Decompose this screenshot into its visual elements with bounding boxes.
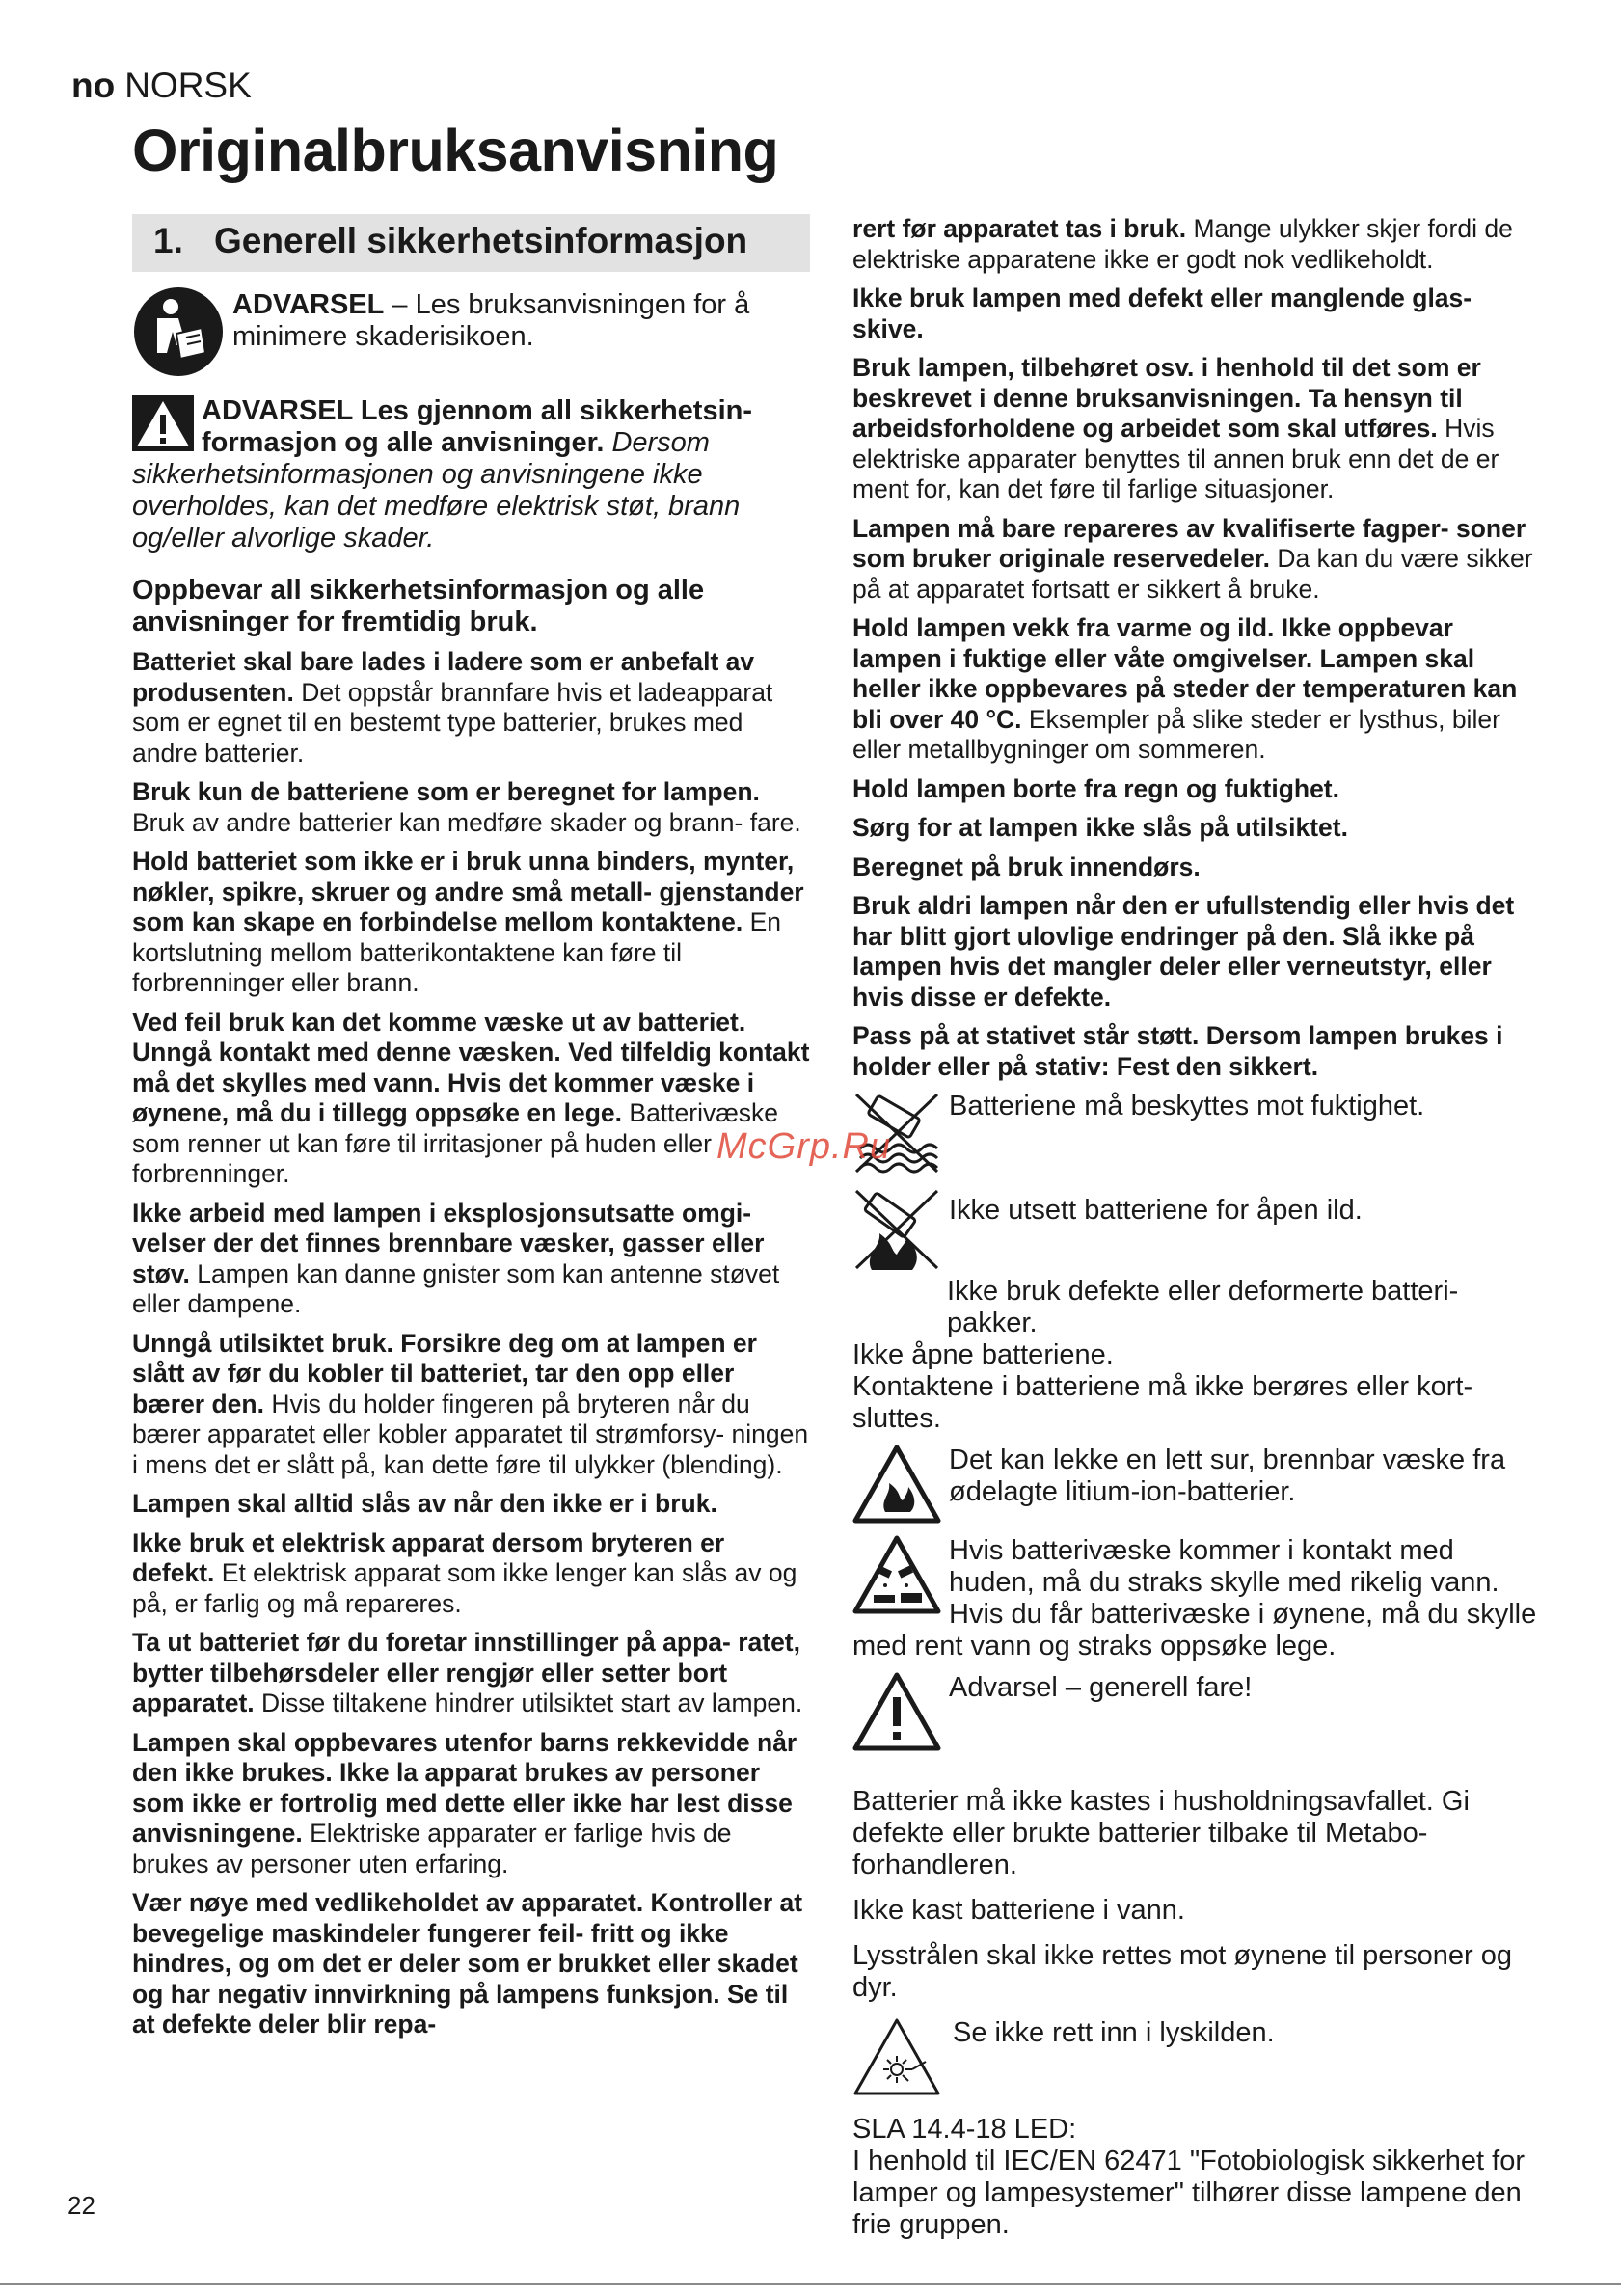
safety-paragraph	[852, 852, 1539, 883]
safety-paragraph-text: Elektriske apparater er farlige hvis de brukes av personer uten erfaring.	[132, 1819, 732, 1878]
safety-paragraph-text: Det oppstår brannfare hvis et ladeapparat som er egnet til en bestemt type batterier, brukes med andre batterier.	[132, 677, 773, 768]
safety-paragraph-bold: Vær nøye med vedlikeholdet av apparatet. Kontroller at bevegelige maskindeler fungerer feil- fritt og ikke hindres, og om det er deler som er brukket eller skadet og har negativ innvirkning på lampens funksjon. Se til at defekte deler blir repa-	[132, 1888, 803, 2039]
safety-paragraph	[852, 514, 1539, 606]
safety-paragraph	[132, 647, 810, 769]
standard-text: I henhold til IEC/EN 62471 "Fotobiologisk sikkerhet for lamper og lampesystemer" tilhører disse lampene den frie gruppen.	[852, 2146, 1525, 2240]
safety-paragraph-bold: Ta ut batteriet før du foretar innstillinger på appa- ratet, bytter tilbehørsdeler eller rengjør eller setter bort apparatet.	[132, 1628, 800, 1717]
safety-paragraph	[852, 774, 1539, 805]
water-text: Ikke kast batteriene i vann.	[852, 1895, 1185, 1926]
safety-paragraph-bold: Batteriet skal bare lades i ladere som er anbefalt av produsenten.	[132, 647, 755, 707]
keep-instructions-text: Oppbevar all sikkerhetsinformasjon og alle anvisninger for fremtidig bruk.	[132, 575, 705, 637]
corrosive-icon	[852, 1535, 941, 1614]
safety-paragraph-bold: Hold batteriet som ikke er i bruk unna binders, mynter, nøkler, spikre, skruer og andre små metall- gjenstander som kan skape en forbindelse mellom kontaktene.	[132, 847, 804, 936]
flammable-icon	[852, 1445, 941, 1524]
safety-paragraph-text: Et elektrisk apparat som ikke lenger kan slås av og på, er farlig og må repareres.	[132, 1558, 797, 1618]
moisture-text: Batteriene må beskyttes mot fuktighet.	[949, 1091, 1425, 1121]
defect-note	[852, 1276, 1539, 1435]
laser-warning-icon	[852, 2017, 941, 2096]
safety-paragraph-bold: Hold lampen vekk fra varme og ild. Ikke oppbevar lampen i fuktige eller våte omgivelser. Lampen skal heller ikke oppbevares på steder der temperaturen kan bli over 40 °C.	[852, 613, 1518, 734]
safety-paragraph	[132, 1329, 810, 1481]
footer-divider	[0, 2283, 1621, 2285]
safety-paragraph-text: Da kan du være sikker på at apparatet fortsatt er sikkert å bruke.	[852, 544, 1533, 604]
language-label	[71, 64, 252, 108]
safety-paragraph-bold: Unngå utilsiktet bruk. Forsikre deg om at lampen er slått av før du kobler til batteriet, tar den opp eller bærer den.	[132, 1328, 757, 1418]
general-warning-text: Advarsel – generell fare!	[949, 1672, 1253, 1703]
section-heading	[132, 214, 810, 272]
general-warning-note	[852, 1672, 1539, 1751]
moisture-note	[852, 1091, 1539, 1175]
safety-paragraph-text: Bruk av andre batterier kan medføre skader og brann- fare.	[132, 807, 801, 837]
safety-paragraph-text: Eksempler på slike steder er lysthus, biler eller metallbygninger om sommeren.	[852, 704, 1500, 764]
safety-paragraph	[132, 1728, 810, 1880]
safety-paragraph-text: Lampen kan danne gnister som kan antenne støvet eller dampene.	[132, 1258, 780, 1318]
keep-instructions	[132, 575, 810, 638]
skin-text: Hvis batterivæske kommer i kontakt med huden, må du straks skylle med rikelig vann. Hvis du får batterivæske i øynene, må du skylle med rent vann og straks oppsøke lege.	[852, 1535, 1537, 1661]
section-title: Generell sikkerhetsinformasjon	[214, 221, 748, 260]
safety-paragraph-bold: Ikke bruk et elektrisk apparat dersom bryteren er defekt.	[132, 1527, 725, 1587]
look-text: Se ikke rett inn i lyskilden.	[953, 2017, 1275, 2048]
safety-paragraph	[132, 777, 810, 838]
safety-paragraph	[852, 813, 1539, 844]
beam-text: Lysstrålen skal ikke rettes mot øynene til personer og dyr.	[852, 1940, 1512, 2003]
safety-paragraph	[132, 1528, 810, 1620]
document-title: Originalbruksanvisning	[132, 118, 779, 183]
skin-note	[852, 1535, 1539, 1662]
safety-paragraph-bold: Bruk kun de batteriene som er beregnet for lampen.	[132, 777, 760, 806]
warning-manual-bold: ADVARSEL	[232, 289, 385, 320]
safety-paragraph	[852, 613, 1539, 766]
warning-all	[132, 395, 810, 554]
disposal-text: Batterier må ikke kastes i husholdningsavfallet. Gi defekte eller brukte batterier tilbake til Metabo- forhandleren.	[852, 1786, 1470, 1880]
safety-paragraph	[852, 284, 1539, 344]
safety-paragraph	[132, 1008, 810, 1190]
leak-note	[852, 1445, 1539, 1524]
safety-paragraph-bold: Pass på at stativet står støtt. Dersom lampen brukes i holder eller på stativ: Fest den sikkert.	[852, 1021, 1503, 1081]
defect-text-1: Ikke bruk defekte eller deformerte batteri- pakker.	[947, 1276, 1459, 1338]
safety-paragraph-bold: Beregnet på bruk innendørs.	[852, 851, 1201, 881]
safety-paragraph-bold: Ved feil bruk kan det komme væske ut av batteriet. Unngå kontakt med denne væsken. Ved tilfeldig kontakt må det skylles med vann. Hvis det kommer væske i øynene, må du i tillegg oppsøke en lege.	[132, 1007, 810, 1127]
safety-paragraph	[132, 1489, 810, 1520]
warning-manual	[132, 285, 810, 378]
watermark: McGrp.Ru	[716, 1126, 892, 1167]
right-column	[852, 214, 1539, 2241]
fire-note	[852, 1187, 1539, 1272]
safety-paragraph-bold: Ikke bruk lampen med defekt eller manglende glas- skive.	[852, 284, 1472, 343]
page-number: 22	[68, 2191, 95, 2220]
defect-text-2: Ikke åpne batteriene.	[852, 1339, 1114, 1370]
warning-all-italic: Dersom sikkerhetsinformasjonen og anvisningene ikke overholdes, kan det medføre elektrisk støt, brann og/eller alvorlige skader.	[132, 427, 741, 554]
look-note	[852, 2017, 1539, 2096]
warning-all-bold: ADVARSEL Les gjennom all sikkerhetsin- formasjon og alle anvisninger.	[202, 395, 753, 458]
warning-manual-text: – Les bruksanvisningen for å minimere skaderisikoen.	[232, 289, 750, 352]
defect-text-3: Kontaktene i batteriene må ikke berøres eller kort- sluttes.	[852, 1371, 1473, 1434]
safety-paragraph	[132, 1628, 810, 1719]
safety-paragraph-text: Disse tiltakene hindrer utilsiktet start av lampen.	[254, 1688, 803, 1717]
safety-paragraph-bold: Bruk aldri lampen når den er ufullstendig eller hvis det har blitt gjort ulovlige endringer på den. Slå ikke på lampen hvis det mangler deler eller verneutstyr, eller hvis disse er defekte.	[852, 891, 1515, 1012]
safety-paragraph-bold: Ikke arbeid med lampen i eksplosjonsutsatte omgi- velser der det finnes brennbare væsker, gasser eller støv.	[132, 1198, 765, 1288]
safety-paragraph	[132, 1199, 810, 1320]
safety-paragraph-text: Mange ulykker skjer fordi de elektriske apparatene ikke er godt nok vedlikeholdt.	[852, 214, 1513, 274]
safety-paragraph-text: Hvis du holder fingeren på bryteren når du bærer apparatet eller kobler apparatet til strømforsy- ningen i mens det er slått på, kan dette føre til ulykker (blending).	[132, 1389, 809, 1479]
safety-paragraph	[852, 353, 1539, 505]
leak-text: Det kan lekke en lett sur, brennbar væske fra ødelagte litium-ion-batterier.	[949, 1445, 1506, 1507]
general-warning-icon	[852, 1672, 941, 1751]
safety-paragraph-bold: Sørg for at lampen ikke slås på utilsiktet.	[852, 813, 1348, 842]
safety-paragraph-bold: Lampen skal alltid slås av når den ikke er i bruk.	[132, 1489, 717, 1518]
safety-paragraph	[852, 1021, 1539, 1082]
safety-paragraph	[132, 1888, 810, 2040]
safety-paragraph-bold: Lampen skal oppbevares utenfor barns rekkevidde når den ikke brukes. Ikke la apparat brukes av personer som ikke er fortrolig med dette eller ikke har lest disse anvisningene.	[132, 1727, 797, 1848]
safety-paragraph-bold: Lampen må bare repareres av kvalifiserte fagper- soner som bruker originale reservedeler.	[852, 513, 1526, 573]
warning-icon	[132, 395, 194, 451]
language-code: no	[71, 66, 116, 105]
fire-text: Ikke utsett batteriene for åpen ild.	[949, 1195, 1363, 1226]
safety-paragraph-text: Batterivæske som renner ut kan føre til irritasjoner på huden eller forbrenninger.	[132, 1098, 779, 1188]
model-text: SLA 14.4-18 LED:	[852, 2114, 1077, 2145]
section-number: 1.	[153, 221, 183, 260]
safety-paragraph-bold: Hold lampen borte fra regn og fuktighet.	[852, 773, 1339, 803]
safety-paragraph-text: Hvis elektriske apparater benyttes til annen bruk enn det de er ment for, kan det føre til farlige situasjoner.	[852, 414, 1499, 503]
manual-icon	[132, 285, 225, 378]
no-fire-icon	[852, 1187, 941, 1272]
safety-paragraph	[132, 847, 810, 999]
safety-paragraph	[852, 891, 1539, 1013]
safety-paragraph	[852, 214, 1539, 275]
safety-paragraph-bold: Bruk lampen, tilbehøret osv. i henhold til det som er beskrevet i denne bruksanvisningen. Ta hensyn til arbeidsforholdene og arbeidet som skal utføres.	[852, 353, 1481, 443]
language-name: NORSK	[124, 66, 252, 105]
safety-paragraph-bold: rert før apparatet tas i bruk.	[852, 214, 1187, 243]
safety-paragraph-text: En kortslutning mellom batterikontaktene kan føre til forbrenninger eller brann.	[132, 907, 782, 997]
left-column	[132, 214, 810, 2049]
